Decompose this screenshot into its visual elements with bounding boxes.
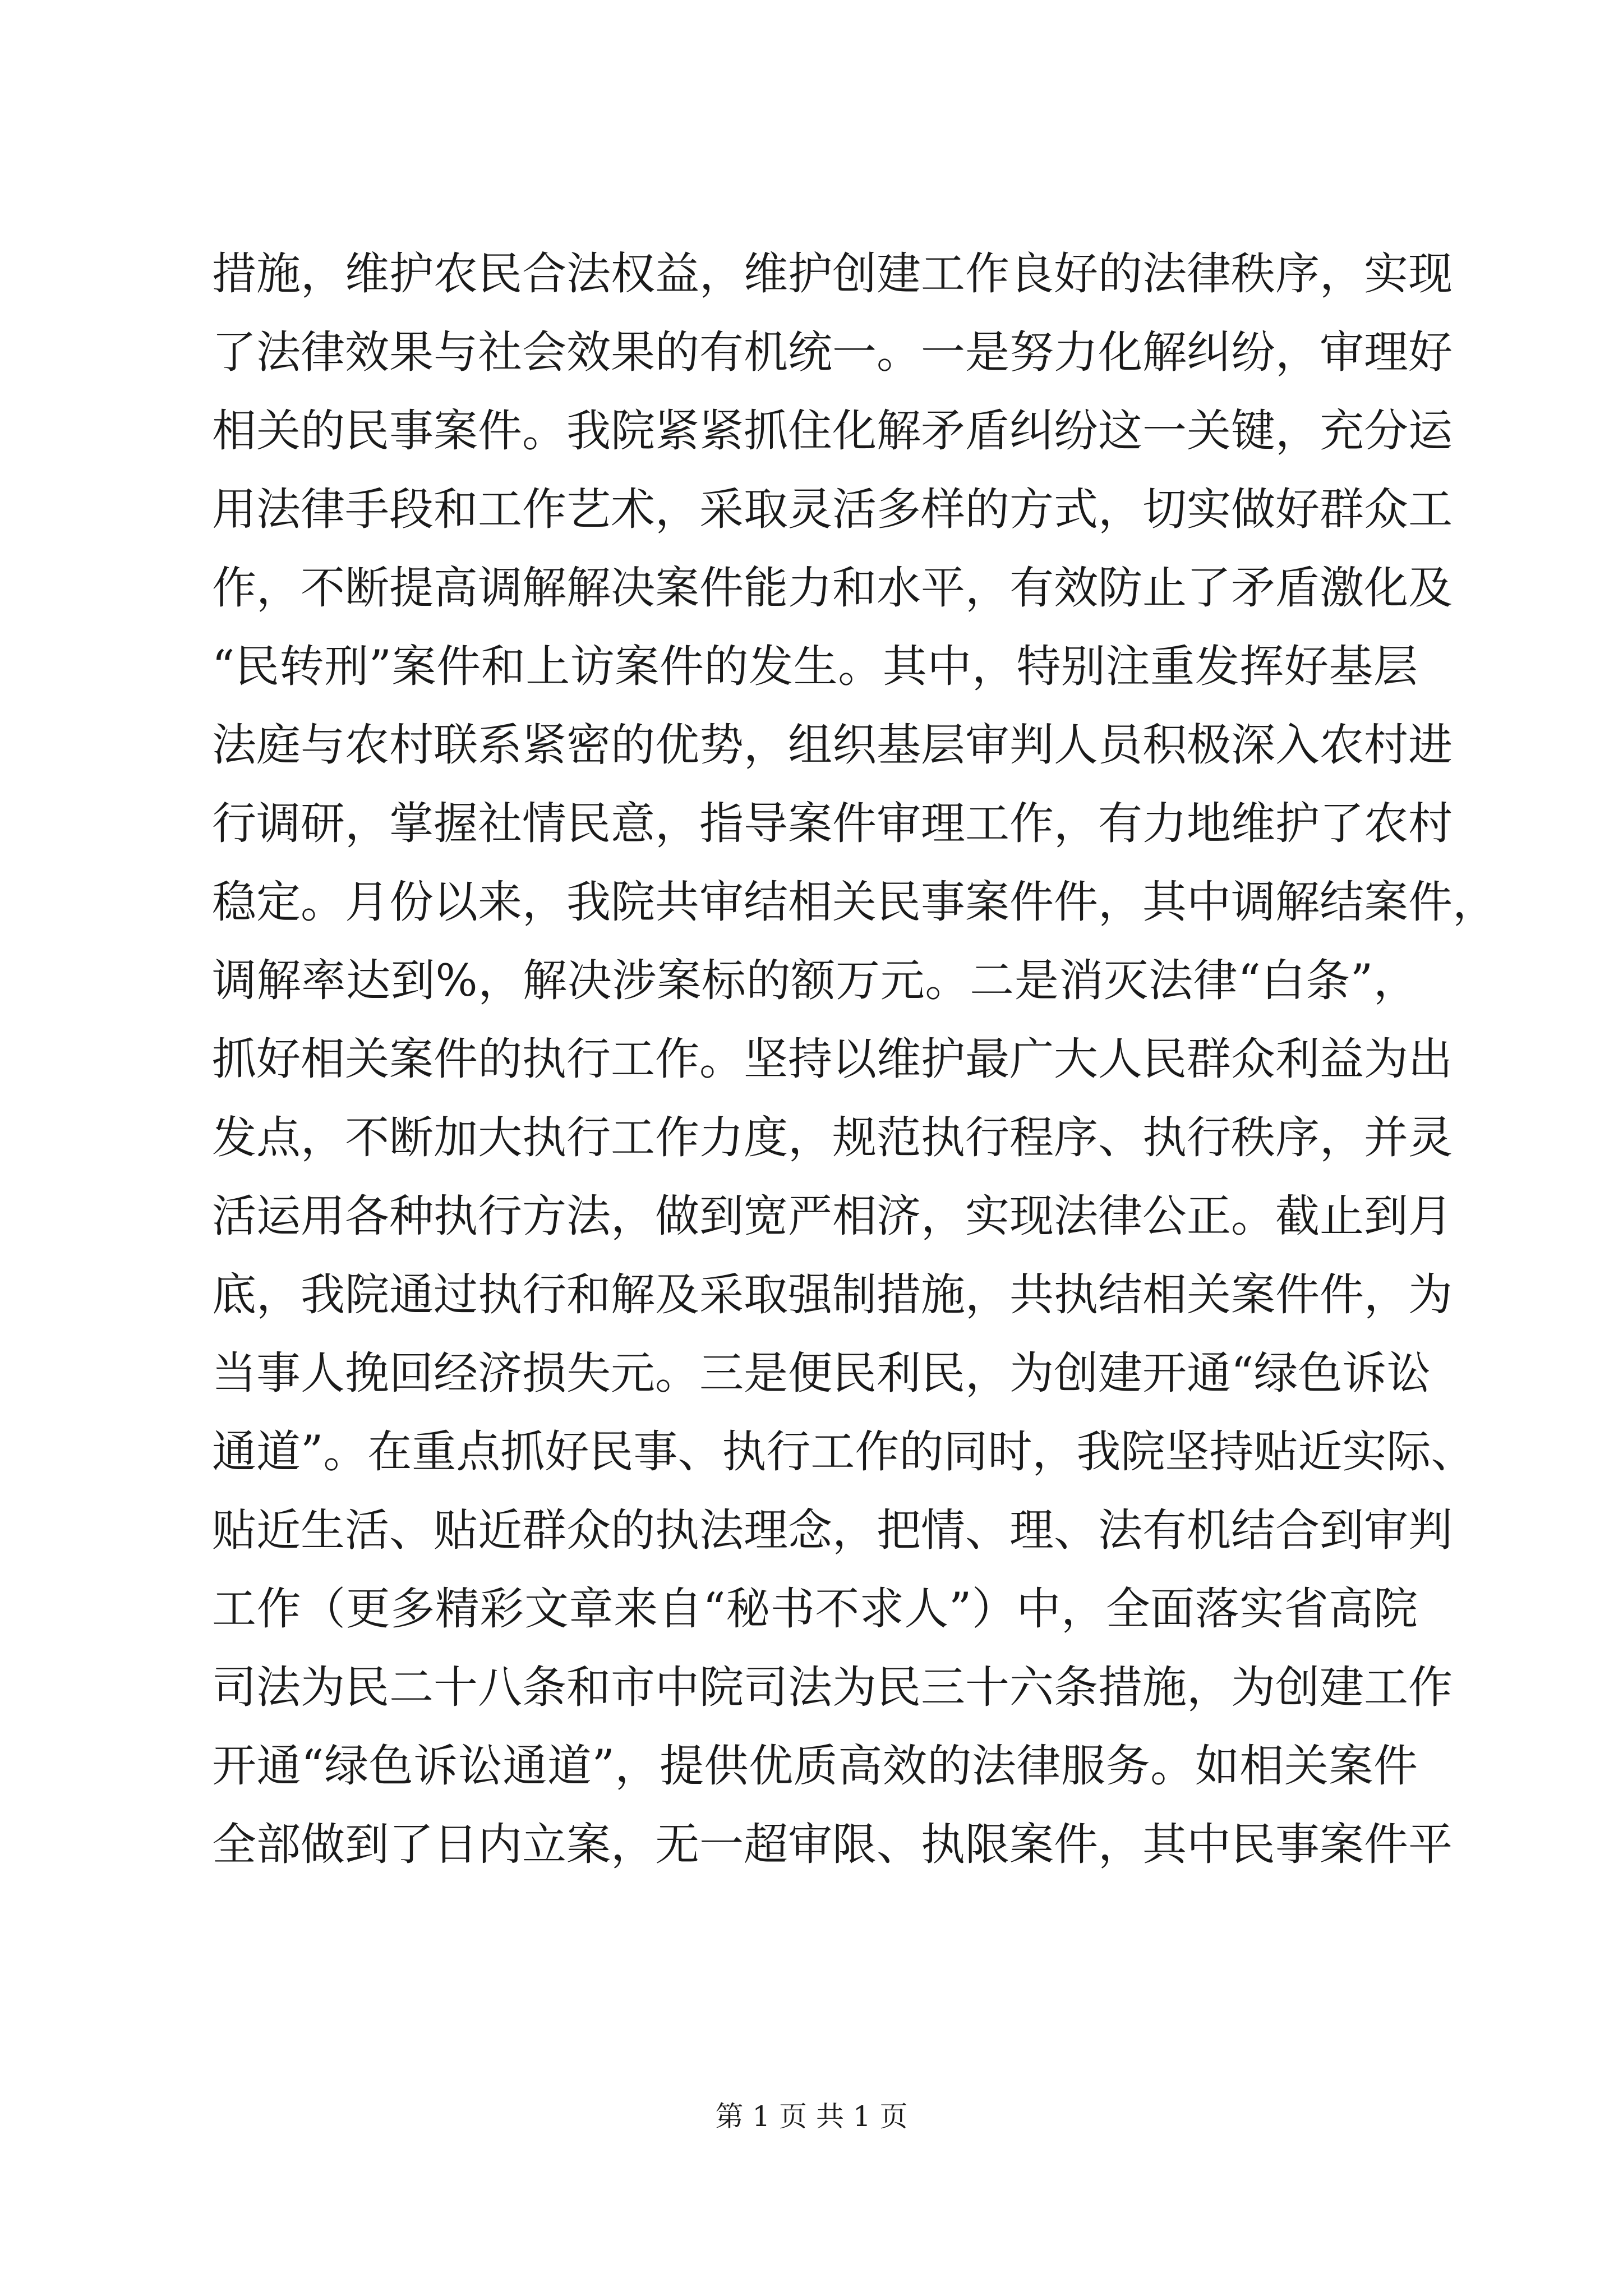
page-number-label: 第 1 页 共 1 页 [715,2100,908,2133]
text-line: 当事人挽回经济损失元。三是便民利民，为创建开通“绿色诉讼 [212,1347,1431,1399]
text-line: 了法律效果与社会效果的有机统一。一是努力化解纠纷，审理好 [212,326,1453,378]
text-line: 作，不断提高调解解决案件能力和水平，有效防止了矛盾激化及 [212,562,1453,614]
text-line: 活运用各种执行方法，做到宽严相济，实现法律公正。截止到月 [212,1190,1453,1242]
text-line: 通道”。在重点抓好民事、执行工作的同时，我院坚持贴近实际、 [212,1426,1476,1478]
body-paragraph [212,234,1497,1884]
text-line: 稳定。月份以来，我院共审结相关民事案件件，其中调解结案件， [212,876,1497,928]
page-footer [0,2097,1623,2136]
text-line: 司法为民二十八条和市中院司法为民三十六条措施，为创建工作 [212,1662,1453,1713]
text-line: 行调研，掌握社情民意，指导案件审理工作，有力地维护了农村 [212,798,1453,849]
text-line: 措施，维护农民合法权益，维护创建工作良好的法律秩序，实现 [212,248,1453,300]
text-line: 开通“绿色诉讼通道”，提供优质高效的法律服务。如相关案件 [212,1740,1418,1792]
text-line: 全部做到了日内立案，无一超审限、执限案件，其中民事案件平 [212,1819,1453,1870]
text-line: 工作（更多精彩文章来自“秘书不求人”）中，全面落实省高院 [212,1583,1418,1635]
text-line: 法庭与农村联系紧密的优势，组织基层审判人员积极深入农村进 [212,719,1453,771]
text-line: 抓好相关案件的执行工作。坚持以维护最广大人民群众利益为出 [212,1033,1453,1085]
text-line: 发点，不断加大执行工作力度，规范执行程序、执行秩序，并灵 [212,1112,1453,1163]
text-line: 用法律手段和工作艺术，采取灵活多样的方式，切实做好群众工 [212,484,1453,535]
text-line: “民转刑”案件和上访案件的发生。其中，特别注重发挥好基层 [212,641,1418,692]
text-line: 相关的民事案件。我院紧紧抓住化解矛盾纠纷这一关键，充分运 [212,405,1453,457]
text-line: 调解率达到%，解决涉案标的额万元。二是消灭法律“白条”， [212,955,1418,1006]
text-line: 底，我院通过执行和解及采取强制措施，共执结相关案件件，为 [212,1269,1453,1320]
text-line: 贴近生活、贴近群众的执法理念，把情、理、法有机结合到审判 [212,1504,1453,1556]
